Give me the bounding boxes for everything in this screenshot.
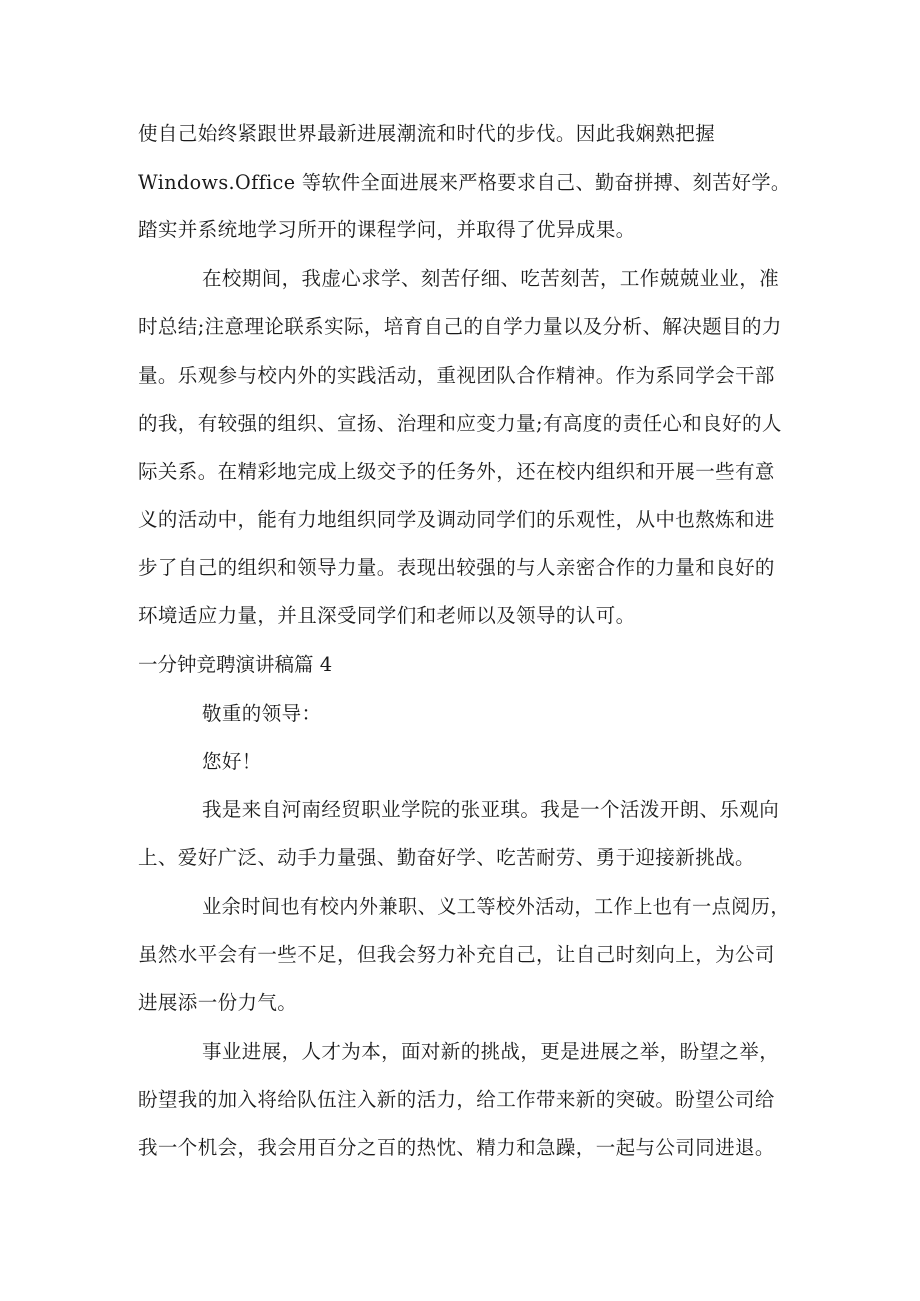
paragraph-4-line-2: 虽然水平会有一些不足，但我会努力补充自己，让自己时刻向上，为公司 <box>138 943 775 966</box>
section-heading: 一分钟竞聘演讲稿篇 4 <box>138 653 333 676</box>
paragraph-3-line-1: 我是来自河南经贸职业学院的张亚琪。我是一个活泼开朗、乐观向 <box>202 798 780 821</box>
greeting: 您好！ <box>202 750 262 773</box>
paragraph-2-line-6: 义的活动中，能有力地组织同学及调动同学们的乐观性，从中也熬炼和进 <box>138 508 775 531</box>
salutation: 敬重的领导： <box>202 702 322 725</box>
paragraph-1-line-3: 踏实并系统地学习所开的课程学问，并取得了优异成果。 <box>138 218 636 241</box>
paragraph-3-line-2: 上、爱好广泛、动手力量强、勤奋好学、吃苦耐劳、勇于迎接新挑战。 <box>138 846 755 869</box>
paragraph-5-line-3: 我一个机会，我会用百分之百的热忱、精力和急躁，一起与公司同进退。 <box>138 1136 775 1159</box>
paragraph-4-line-3: 进展添一份力气。 <box>138 991 298 1014</box>
paragraph-2-line-2: 时总结;注意理论联系实际，培育自己的自学力量以及分析、解决题目的力 <box>138 315 782 338</box>
paragraph-4-line-1: 业余时间也有校内外兼职、义工等校外活动，工作上也有一点阅历， <box>202 895 791 918</box>
paragraph-2-line-1: 在校期间，我虚心求学、刻苦仔细、吃苦刻苦，工作兢兢业业，准 <box>202 267 780 290</box>
paragraph-2-line-3: 量。乐观参与校内外的实践活动，重视团队合作精神。作为系同学会干部 <box>138 364 775 387</box>
paragraph-1-line-1: 使自己始终紧跟世界最新进展潮流和时代的步伐。因此我娴熟把握 <box>138 122 716 145</box>
paragraph-1-line-2: Windows.Office 等软件全面进展来严格要求自己、勤奋拼搏、刻苦好学。 <box>138 171 791 194</box>
paragraph-2-line-8: 环境适应力量，并且深受同学们和老师以及领导的认可。 <box>138 604 636 627</box>
paragraph-5-line-1: 事业进展，人才为本，面对新的挑战，更是进展之举，盼望之举， <box>202 1040 780 1063</box>
paragraph-2-line-4: 的我，有较强的组织、宣扬、治理和应变力量;有高度的责任心和良好的人 <box>138 412 782 435</box>
paragraph-2-line-5: 际关系。在精彩地完成上级交予的任务外，还在校内组织和开展一些有意 <box>138 460 775 483</box>
paragraph-5-line-2: 盼望我的加入将给队伍注入新的活力，给工作带来新的突破。盼望公司给 <box>138 1088 775 1111</box>
paragraph-2-line-7: 步了自己的组织和领导力量。表现出较强的与人亲密合作的力量和良好的 <box>138 556 775 579</box>
